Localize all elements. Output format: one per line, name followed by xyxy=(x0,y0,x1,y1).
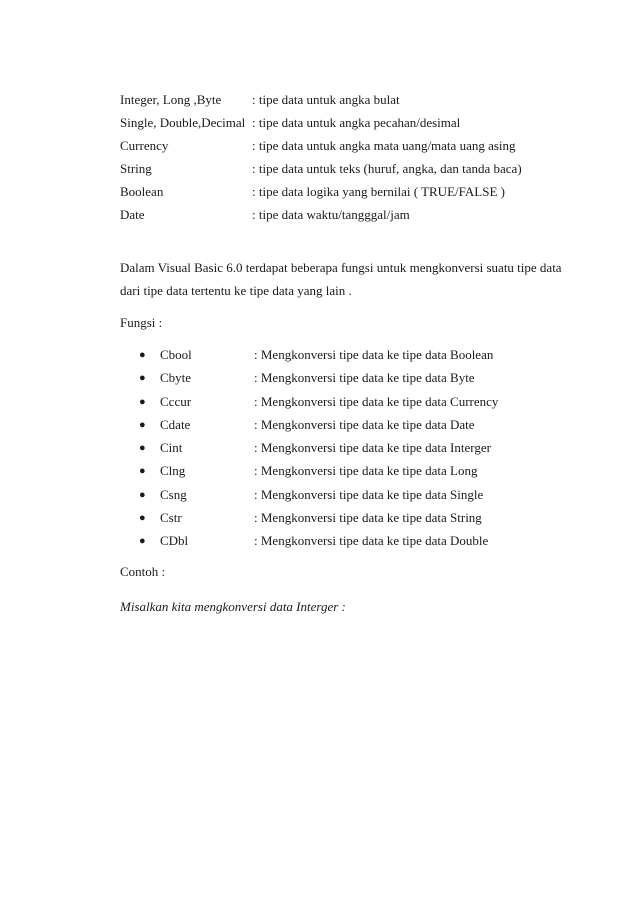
data-type-name: Single, Double,Decimal xyxy=(120,115,246,130)
bullet-icon: ● xyxy=(139,395,146,408)
function-description: : Mengkonversi tipe data ke tipe data Date xyxy=(254,416,475,432)
bullet-icon: ● xyxy=(139,535,146,548)
data-type-name: Integer, Long ,Byte xyxy=(120,92,222,107)
bullet-icon: ● xyxy=(139,488,146,501)
function-name: Cccur xyxy=(160,393,192,409)
function-name: Csng xyxy=(160,486,187,502)
function-description: : Mengkonversi tipe data ke tipe data Long xyxy=(254,463,478,479)
bullet-icon: ● xyxy=(139,442,146,455)
function-name: Cdate xyxy=(160,416,191,432)
data-type-name: Currency xyxy=(120,138,169,153)
bullet-icon: ● xyxy=(139,372,146,385)
function-description: : Mengkonversi tipe data ke tipe data Currency xyxy=(254,393,499,409)
data-type-name: Boolean xyxy=(120,184,164,199)
function-description: : Mengkonversi tipe data ke tipe data Single xyxy=(254,486,484,502)
intro-paragraph xyxy=(120,259,580,305)
data-type-name: Date xyxy=(120,207,145,222)
bullet-icon: ● xyxy=(139,349,146,361)
bullet-icon: ● xyxy=(139,418,146,431)
data-type-description: : tipe data waktu/tangggal/jam xyxy=(252,207,410,222)
example-text: Misalkan kita mengkonversi data Interger : xyxy=(120,599,346,614)
function-description: : Mengkonversi tipe data ke tipe data Double xyxy=(254,533,489,549)
function-name: CDbl xyxy=(160,533,189,549)
function-description: : Mengkonversi tipe data ke tipe data String xyxy=(254,510,482,526)
function-name: Cbyte xyxy=(160,370,192,386)
data-type-description: : tipe data untuk angka bulat xyxy=(252,92,400,107)
data-type-description: : tipe data logika yang bernilai ( TRUE/FALSE ) xyxy=(252,184,505,199)
example-heading: Contoh : xyxy=(120,564,166,579)
intro-line: Dalam Visual Basic 6.0 terdapat beberapa fungsi untuk mengkonversi suatu tipe data xyxy=(120,260,562,275)
data-type-description: : tipe data untuk teks (huruf, angka, dan tanda baca) xyxy=(252,161,522,176)
function-name: Cint xyxy=(160,440,183,456)
function-name: Cbool xyxy=(160,347,192,362)
function-name: Clng xyxy=(160,463,186,479)
data-type-description: : tipe data untuk angka pecahan/desimal xyxy=(252,115,461,130)
data-type-description: : tipe data untuk angka mata uang/mata uang asing xyxy=(252,138,516,153)
data-type-name: String xyxy=(120,161,152,176)
functions-heading: Fungsi : xyxy=(120,315,163,330)
bullet-icon: ● xyxy=(139,512,146,525)
function-description: : Mengkonversi tipe data ke tipe data Boolean xyxy=(254,347,494,362)
function-description: : Mengkonversi tipe data ke tipe data Interger xyxy=(254,440,491,456)
bullet-icon: ● xyxy=(139,465,146,478)
function-name: Cstr xyxy=(160,510,182,526)
function-description: : Mengkonversi tipe data ke tipe data Byte xyxy=(254,370,475,386)
intro-line: dari tipe data tertentu ke tipe data yang lain . xyxy=(120,283,352,298)
